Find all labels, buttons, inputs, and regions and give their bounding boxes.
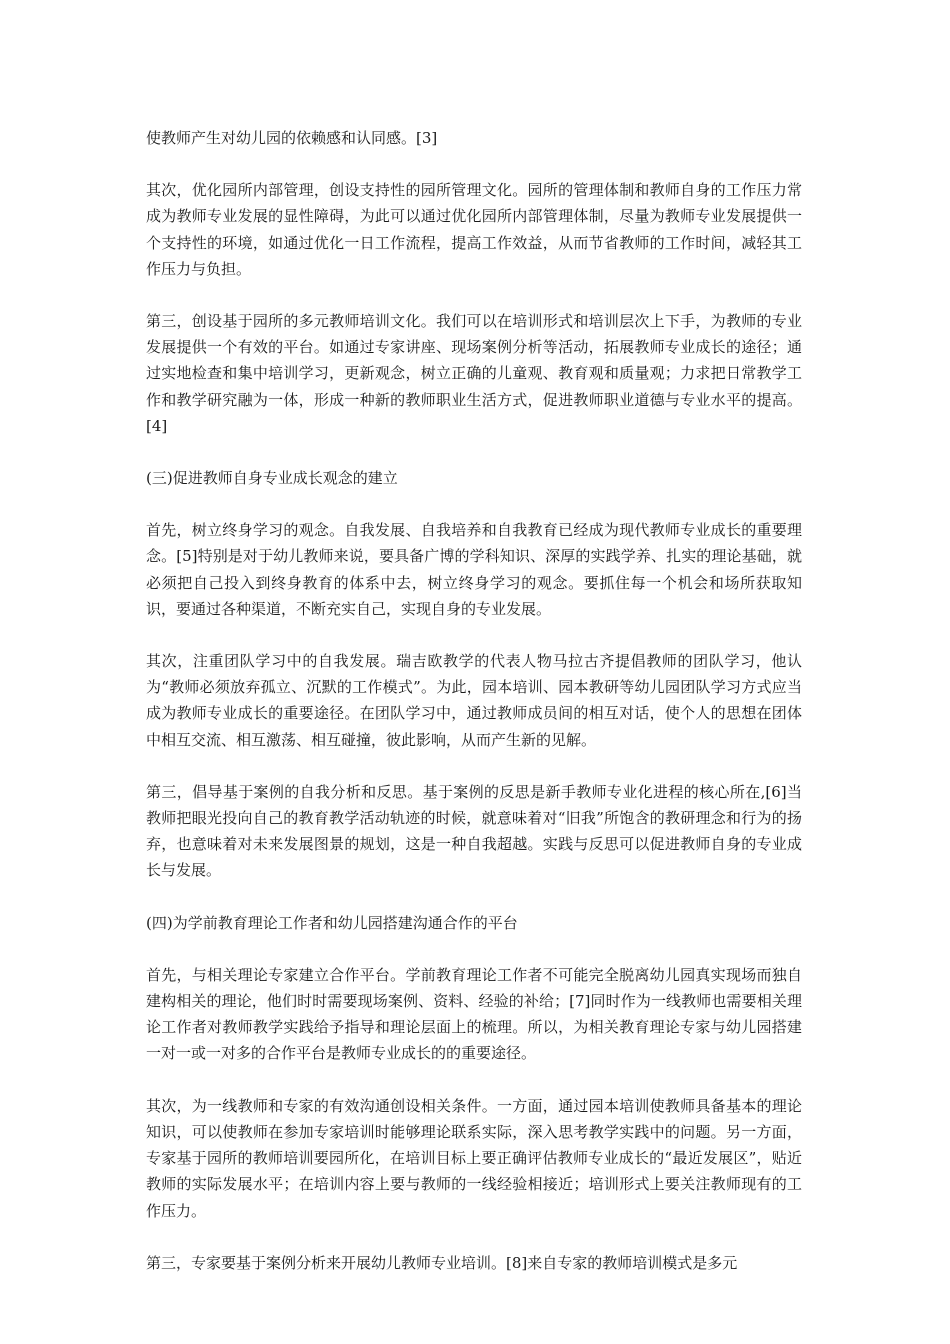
- paragraph-4: 首先，树立终身学习的观念。自我发展、自我培养和自我教育已经成为现代教师专业成长的重要理念。[5]特别是对于幼儿教师来说，要具备广博的学科知识、深厚的实践学养、扎实的理论基础，就必须把自己投入到终身教育的体系中去，树立终身学习的观念。要抓住每一个机会和场所获取知识，要通过各种渠道，不断充实自己，实现自身的专业发展。: [146, 521, 802, 618]
- section-heading-4: (四)为学前教育理论工作者和幼儿园搭建沟通合作的平台: [146, 913, 518, 932]
- paragraph-2: 其次，优化园所内部管理，创设支持性的园所管理文化。园所的管理体制和教师自身的工作压力常成为教师专业发展的显性障碍，为此可以通过优化园所内部管理体制，尽量为教师专业发展提供一个支持性的环境，如通过优化一日工作流程，提高工作效益，从而节省教师的工作时间，减轻其工作压力与负担。: [146, 181, 802, 278]
- paragraph-6: 第三，倡导基于案例的自我分析和反思。基于案例的反思是新手教师专业化进程的核心所在,[6]当教师把眼光投向自己的教育教学活动轨迹的时候，就意味着对“旧我”所饱含的教研理念和行为的扬弃，也意味着对未来发展图景的规划，这是一种自我超越。实践与反思可以促进教师自身的专业成长与发展。: [146, 782, 802, 880]
- paragraph-3: 第三，创设基于园所的多元教师培训文化。我们可以在培训形式和培训层次上下手，为教师的专业发展提供一个有效的平台。如通过专家讲座、现场案例分析等活动，拓展教师专业成长的途径；通过实地检查和集中培训学习，更新观念，树立正确的儿童观、教育观和质量观；力求把日常教学工作和教学研究融为一体，形成一种新的教师职业生活方式，促进教师职业道德与专业水平的提高。[4]: [146, 312, 802, 435]
- section-heading-3: (三)促进教师自身专业成长观念的建立: [146, 469, 398, 488]
- paragraph-8: 其次，为一线教师和专家的有效沟通创设相关条件。一方面，通过园本培训使教师具备基本的理论知识，可以使教师在参加专家培训时能够理论联系实际，深入思考教学实践中的问题。另一方面，专家基于园所的教师培训要园所化，在培训目标上要正确评估教师专业成长的“最近发展区”，贴近教师的实际发展水平；在培训内容上要与教师的一线经验相接近；培训形式上要关注教师现有的工作压力。: [146, 1096, 802, 1220]
- paragraph-7: 首先，与相关理论专家建立合作平台。学前教育理论工作者不可能完全脱离幼儿园真实现场而独自建构相关的理论，他们时时需要现场案例、资料、经验的补给；[7]同时作为一线教师也需要相关理论工作者对教师教学实践给予指导和理论层面上的梳理。所以，为相关教育理论专家与幼儿园搭建一对一或一对多的合作平台是教师专业成长的的重要途径。: [146, 965, 802, 1063]
- document-body: [146, 125, 802, 1302]
- paragraph-1: 使教师产生对幼儿园的依赖感和认同感。[3]: [146, 129, 438, 147]
- paragraph-5: 其次，注重团队学习中的自我发展。瑞吉欧教学的代表人物马拉古齐提倡教师的团队学习，他认为“教师必须放弃孤立、沉默的工作模式”。为此，园本培训、园本教研等幼儿园团队学习方式应当成为教师专业成长的重要途径。在团队学习中，通过教师成员间的相互对话，使个人的思想在团体中相互交流、相互激荡、相互碰撞，彼此影响，从而产生新的见解。: [146, 652, 802, 749]
- paragraph-9: 第三，专家要基于案例分析来开展幼儿教师专业培训。[8]来自专家的教师培训模式是多元: [146, 1253, 738, 1272]
